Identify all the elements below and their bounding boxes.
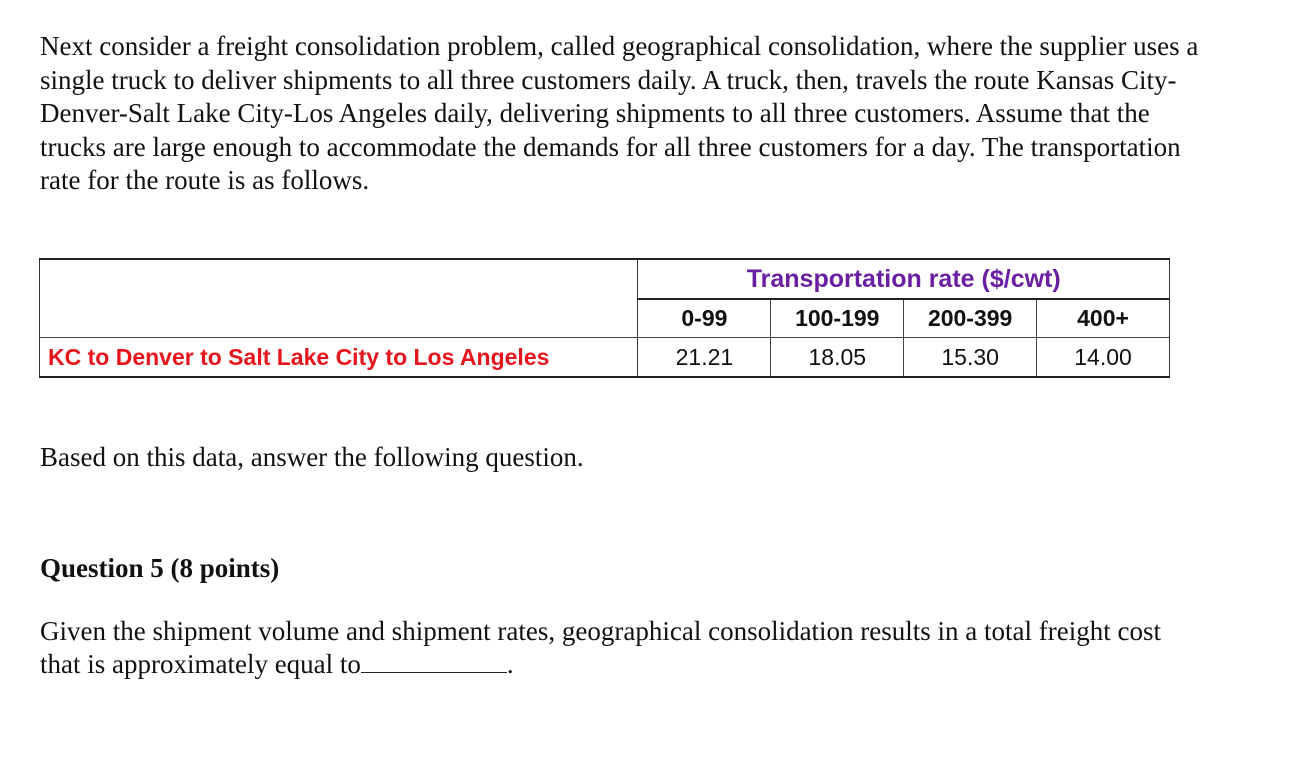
table-row [40, 338, 1170, 378]
route-label: KC to Denver to Salt Lake City to Los Angeles [40, 338, 638, 378]
rate-value: 15.30 [904, 338, 1037, 378]
band-label: 200-399 [904, 299, 1037, 338]
rate-value: 18.05 [771, 338, 904, 378]
table-empty-cell [40, 259, 638, 299]
question-prompt: Given the shipment volume and shipment rates, geographical consolidation results in a total freight cost that is approximately equal to [40, 616, 1161, 679]
instruction-text: Based on this data, answer the following question. [40, 442, 584, 472]
rate-header: Transportation rate ($/cwt) [638, 259, 1170, 299]
answer-blank[interactable] [361, 650, 507, 673]
table-header-row [40, 259, 1170, 299]
rate-value: 21.21 [638, 338, 771, 378]
intro-paragraph: Next consider a freight consolidation problem, called geographical consolidation, where the supplier uses a single truck to deliver shipments to all three customers daily. A truck, then, travels the route Kansas City-Denver-Salt Lake City-Los Angeles daily, delivering shipments to all three customers. Assume that the trucks are large enough to accommodate the demands for all three customers for a day. The transportation rate for the route is as follows. [40, 31, 1199, 195]
question-text [40, 615, 1200, 681]
question-title: Question 5 (8 points) [40, 553, 280, 583]
question-period: . [506, 649, 514, 679]
band-label: 400+ [1037, 299, 1170, 338]
band-label: 0-99 [638, 299, 771, 338]
table-empty-cell [40, 299, 638, 338]
rate-value: 14.00 [1037, 338, 1170, 378]
rate-table [39, 258, 1170, 378]
band-label: 100-199 [771, 299, 904, 338]
table-band-row [40, 299, 1170, 338]
